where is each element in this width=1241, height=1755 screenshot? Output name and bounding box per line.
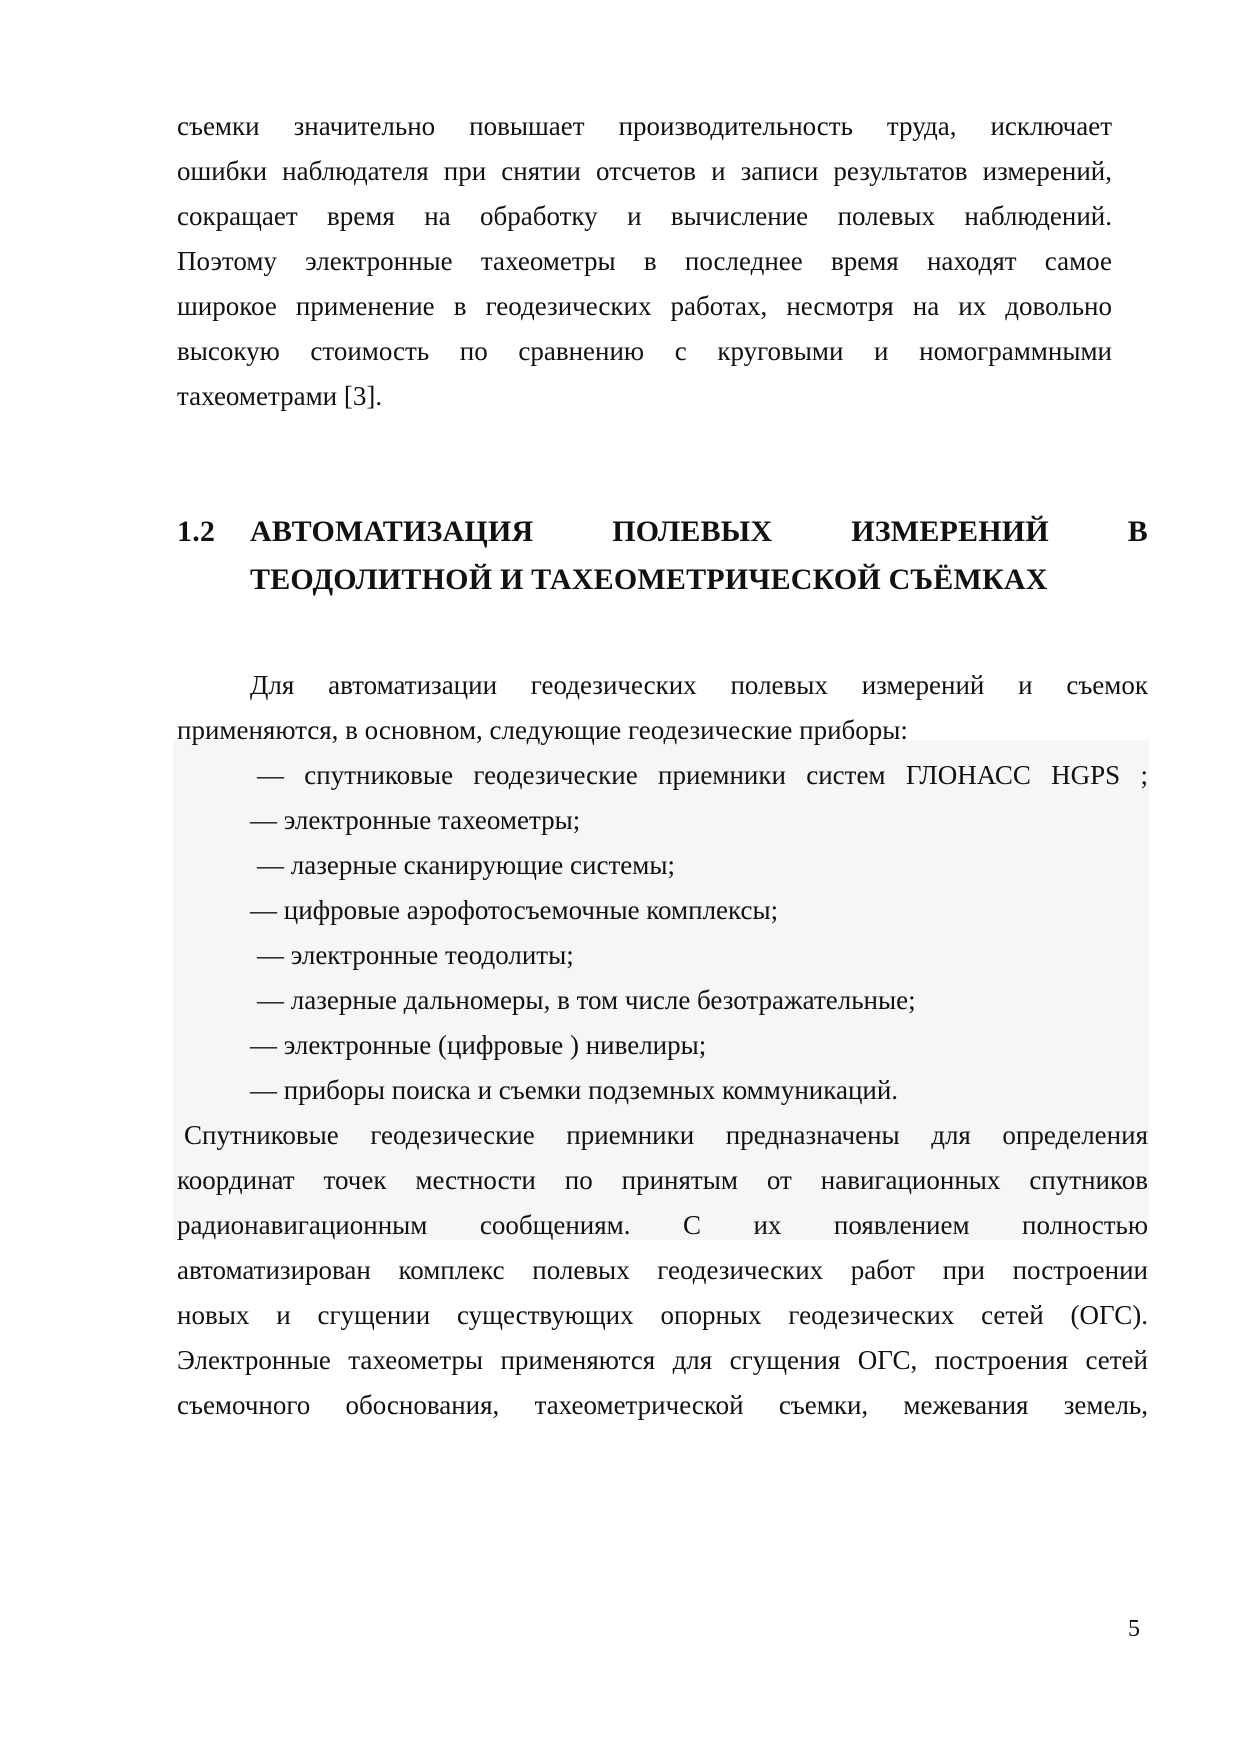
text-line: сокращает время на обработку и вычисление полевых наблюдений. <box>177 201 1112 231</box>
text-line: ошибки наблюдателя при снятии отсчетов и записи результатов измерений, <box>177 156 1112 186</box>
text-line: тахеометрами [3]. <box>177 381 383 411</box>
heading-line-2: ТЕОДОЛИТНОЙ И ТАХЕОМЕТРИЧЕСКОЙ СЪЁМКАХ <box>250 563 1048 596</box>
list-item: — лазерные дальномеры, в том числе безотражательные; <box>257 985 916 1015</box>
list-item: — электронные тахеометры; <box>250 805 581 835</box>
list-item: — электронные (цифровые ) нивелиры; <box>250 1030 707 1060</box>
text-line: высокую стоимость по сравнению с круговыми и номограммными <box>177 336 1112 366</box>
text-line: съемочного обоснования, тахеометрической съемки, межевания земель, <box>177 1390 1148 1420</box>
text-line: Спутниковые геодезические приемники предназначены для определения <box>184 1120 1148 1150</box>
text-line: широкое применение в геодезических работах, несмотря на их довольно <box>177 291 1112 321</box>
page-number: 5 <box>1128 1616 1140 1642</box>
list-item: — цифровые аэрофотосъемочные комплексы; <box>250 895 779 925</box>
text-line: автоматизирован комплекс полевых геодезических работ при построении <box>177 1255 1148 1285</box>
list-item: — приборы поиска и съемки подземных коммуникаций. <box>250 1075 899 1105</box>
list-item: — спутниковые геодезические приемники систем ГЛОНАСС HGPS ; <box>257 760 1148 790</box>
text-line: съемки значительно повышает производительность труда, исключает <box>177 111 1112 141</box>
list-item: — лазерные сканирующие системы; <box>257 850 675 880</box>
text-line: радионавигационным сообщениям. С их появлением полностью <box>177 1210 1148 1240</box>
text-line: координат точек местности по принятым от навигационных спутников <box>177 1165 1148 1195</box>
text-line: применяются, в основном, следующие геодезические приборы: <box>177 715 908 745</box>
text-line: Для автоматизации геодезических полевых измерений и съемок <box>250 670 1148 700</box>
heading-line-1: АВТОМАТИЗАЦИЯ ПОЛЕВЫХ ИЗМЕРЕНИЙ В <box>250 515 1148 548</box>
section-number: 1.2 <box>177 515 216 548</box>
text-line: новых и сгущении существующих опорных геодезических сетей (ОГС). <box>177 1300 1148 1330</box>
text-line: Поэтому электронные тахеометры в последнее время находят самое <box>177 246 1112 276</box>
list-item: — электронные теодолиты; <box>257 940 574 970</box>
text-line: Электронные тахеометры применяются для сгущения ОГС, построения сетей <box>177 1345 1148 1375</box>
